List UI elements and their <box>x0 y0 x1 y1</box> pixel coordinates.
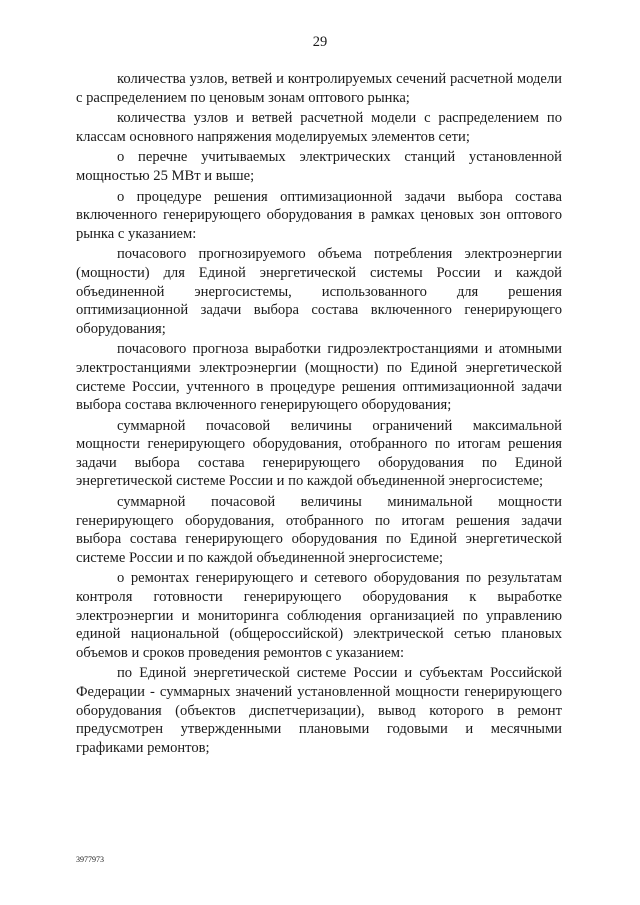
paragraph: о перечне учитываемых электрических станций установленной мощностью 25 МВт и выше; <box>76 149 562 184</box>
paragraph: суммарной почасовой величины ограничений максимальной мощности генерирующего оборудования, отобранного по итогам решения задачи выбора состава генерирующего оборудования по Единой энергетической системе России и по каждой объединенной энергосистеме; <box>76 417 562 490</box>
paragraph: количества узлов, ветвей и контролируемых сечений расчетной модели с распределением по ценовым зонам оптового рынка; <box>76 71 562 106</box>
paragraph: по Единой энергетической системе России и субъектам Российской Федерации - суммарных значений установленной мощности генерирующего оборудования (объектов диспетчеризации), вывод которого в ремонт предусмотрен утвержденными плановыми годовыми и месячными графиками ремонтов; <box>76 665 562 756</box>
paragraph: количества узлов и ветвей расчетной модели с распределением по классам основного напряжения моделируемых элементов сети; <box>76 110 562 145</box>
document-body <box>76 70 562 759</box>
paragraph: о процедуре решения оптимизационной задачи выбора состава включенного генерирующего оборудования в рамках ценовых зон оптового рынка с указанием: <box>76 188 562 242</box>
page-number: 29 <box>312 34 328 50</box>
paragraph: суммарной почасовой величины минимальной мощности генерирующего оборудования, отобранного по итогам решения задачи выбора состава генерирующего оборудования по Единой энергетической системе России и по каждой объединенной энергосистеме; <box>76 494 562 566</box>
paragraph: почасового прогнозируемого объема потребления электроэнергии (мощности) для Единой энергетической системы России и каждой объединенной энергосистемы, использованного для решения оптимизационной задачи выбора состава включенного генерирующего оборудования; <box>76 246 562 337</box>
paragraph: о ремонтах генерирующего и сетевого оборудования по результатам контроля готовности генерирующего оборудования к выработке электроэнергии и мониторинга соблюдения организацией по управлению единой национальной (общероссийской) электрической сетью плановых объемов и сроков проведения ремонтов с указанием: <box>76 570 562 661</box>
document-code: 3977973 <box>76 855 104 864</box>
paragraph: почасового прогноза выработки гидроэлектростанциями и атомными электростанциями электроэнергии (мощности) по Единой энергетической системе России, учтенного в процедуре решения оптимизационной задачи выбора состава включенного генерирующего оборудования; <box>76 341 562 414</box>
